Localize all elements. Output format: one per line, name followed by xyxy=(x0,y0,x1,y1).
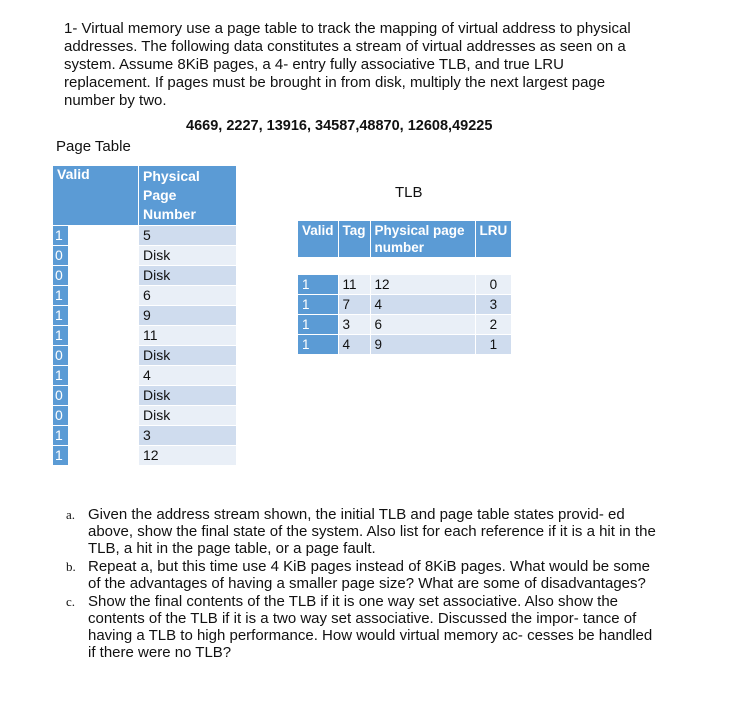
page-table-valid-bit: 0 xyxy=(53,406,68,425)
page-table-valid-bit: 0 xyxy=(53,346,68,365)
page-table-row xyxy=(53,366,237,386)
question-marker: c. xyxy=(66,594,76,609)
page-table-ppn: Disk xyxy=(139,246,237,266)
page-table-ppn: Disk xyxy=(139,386,237,406)
page-table-valid-bit: 1 xyxy=(53,446,68,465)
page-table-title: Page Table xyxy=(56,138,131,155)
page-table-row xyxy=(53,326,237,346)
question-marker: a. xyxy=(66,507,76,522)
tlb-lru: 1 xyxy=(475,335,512,355)
page-table-physical-header: Physical Page Number xyxy=(139,166,237,226)
question-text: Given the address stream shown, the initial TLB and page table states provid- ed above, show the final state of the system. Also list for each reference if it is a hit in the TLB, a hit in the page table, or a page fault. xyxy=(88,506,656,557)
page-table-valid-bit: 1 xyxy=(53,366,68,385)
page-table-valid-bit: 0 xyxy=(53,266,68,285)
tlb-lru: 2 xyxy=(475,315,512,335)
page-table-valid-bit: 1 xyxy=(53,226,68,245)
tlb-valid-bit: 1 xyxy=(298,275,339,295)
tlb-tag-header: Tag xyxy=(338,221,370,258)
page-table-ppn: 9 xyxy=(139,306,237,326)
page-table-row xyxy=(53,426,237,446)
page-table-valid-bit: 0 xyxy=(53,246,68,265)
tlb-valid-bit: 1 xyxy=(298,315,339,335)
page-table-ppn: 12 xyxy=(139,446,237,466)
page-table-ppn: Disk xyxy=(139,266,237,286)
page-table-row xyxy=(53,406,237,426)
page-table-row xyxy=(53,346,237,366)
page-table-valid-bit: 1 xyxy=(53,286,68,305)
address-stream: 4669, 2227, 13916, 34587,48870, 12608,49225 xyxy=(186,118,493,134)
page-table-row xyxy=(53,306,237,326)
page-table-valid-bit: 0 xyxy=(53,386,68,405)
page-table-row xyxy=(53,226,237,246)
tlb-row xyxy=(298,335,512,355)
page-table-valid-bit: 1 xyxy=(53,426,68,445)
page-table-valid-bit: 1 xyxy=(53,306,68,325)
question-text: Repeat a, but this time use 4 KiB pages instead of 8KiB pages. What would be some of the advantages of having a smaller page size? What are some of disadvantages? xyxy=(88,558,650,592)
page-table-ppn: 6 xyxy=(139,286,237,306)
page-table-ppn: 4 xyxy=(139,366,237,386)
page-table-ppn: 11 xyxy=(139,326,237,346)
tlb-ppn: 6 xyxy=(370,315,475,335)
page-table-row xyxy=(53,386,237,406)
page-table-ppn: 3 xyxy=(139,426,237,446)
tlb-tag: 3 xyxy=(338,315,370,335)
tlb-ppn: 12 xyxy=(370,275,475,295)
page-table xyxy=(52,165,237,466)
page-table-ppn: Disk xyxy=(139,346,237,366)
tlb-row xyxy=(298,295,512,315)
tlb-ppn: 4 xyxy=(370,295,475,315)
tlb-tag: 11 xyxy=(338,275,370,295)
question-item xyxy=(66,593,656,661)
page-table-valid-bit: 1 xyxy=(53,326,68,345)
page-table-row xyxy=(53,446,237,466)
page-table-row xyxy=(53,246,237,266)
tlb-table xyxy=(297,220,512,355)
problem-intro: 1- Virtual memory use a page table to track the mapping of virtual address to physical addresses. The following data constitutes a stream of virtual addresses as seen on a system. Assume 8KiB pages, a 4- entry fully associative TLB, and true LRU replacement. If pages must be brought in from disk, multiply the next largest page number by two. xyxy=(64,20,631,109)
page-table-ppn: Disk xyxy=(139,406,237,426)
tlb-valid-bit: 1 xyxy=(298,295,339,315)
tlb-row xyxy=(298,315,512,335)
tlb-valid-bit: 1 xyxy=(298,335,339,355)
tlb-valid-header: Valid xyxy=(298,221,339,258)
tlb-title: TLB xyxy=(395,184,423,201)
question-item xyxy=(66,558,656,592)
page-table-row xyxy=(53,286,237,306)
tlb-lru: 0 xyxy=(475,275,512,295)
question-marker: b. xyxy=(66,559,76,574)
tlb-ppn: 9 xyxy=(370,335,475,355)
tlb-lru: 3 xyxy=(475,295,512,315)
page-table-row xyxy=(53,266,237,286)
question-item xyxy=(66,506,656,557)
question-list xyxy=(66,506,656,662)
tlb-row xyxy=(298,275,512,295)
page-table-ppn: 5 xyxy=(139,226,237,246)
tlb-tag: 4 xyxy=(338,335,370,355)
question-text: Show the final contents of the TLB if it is one way set associative. Also show the contents of the TLB if it is a two way set associative. Discussed the impor- tance of having a TLB to high performance. How would virtual memory ac- cesses be handled if there were no TLB? xyxy=(88,593,653,661)
tlb-tag: 7 xyxy=(338,295,370,315)
tlb-physical-header: Physical page number xyxy=(370,221,475,258)
tlb-lru-header: LRU xyxy=(475,221,512,258)
page-table-valid-header: Valid xyxy=(53,166,139,226)
